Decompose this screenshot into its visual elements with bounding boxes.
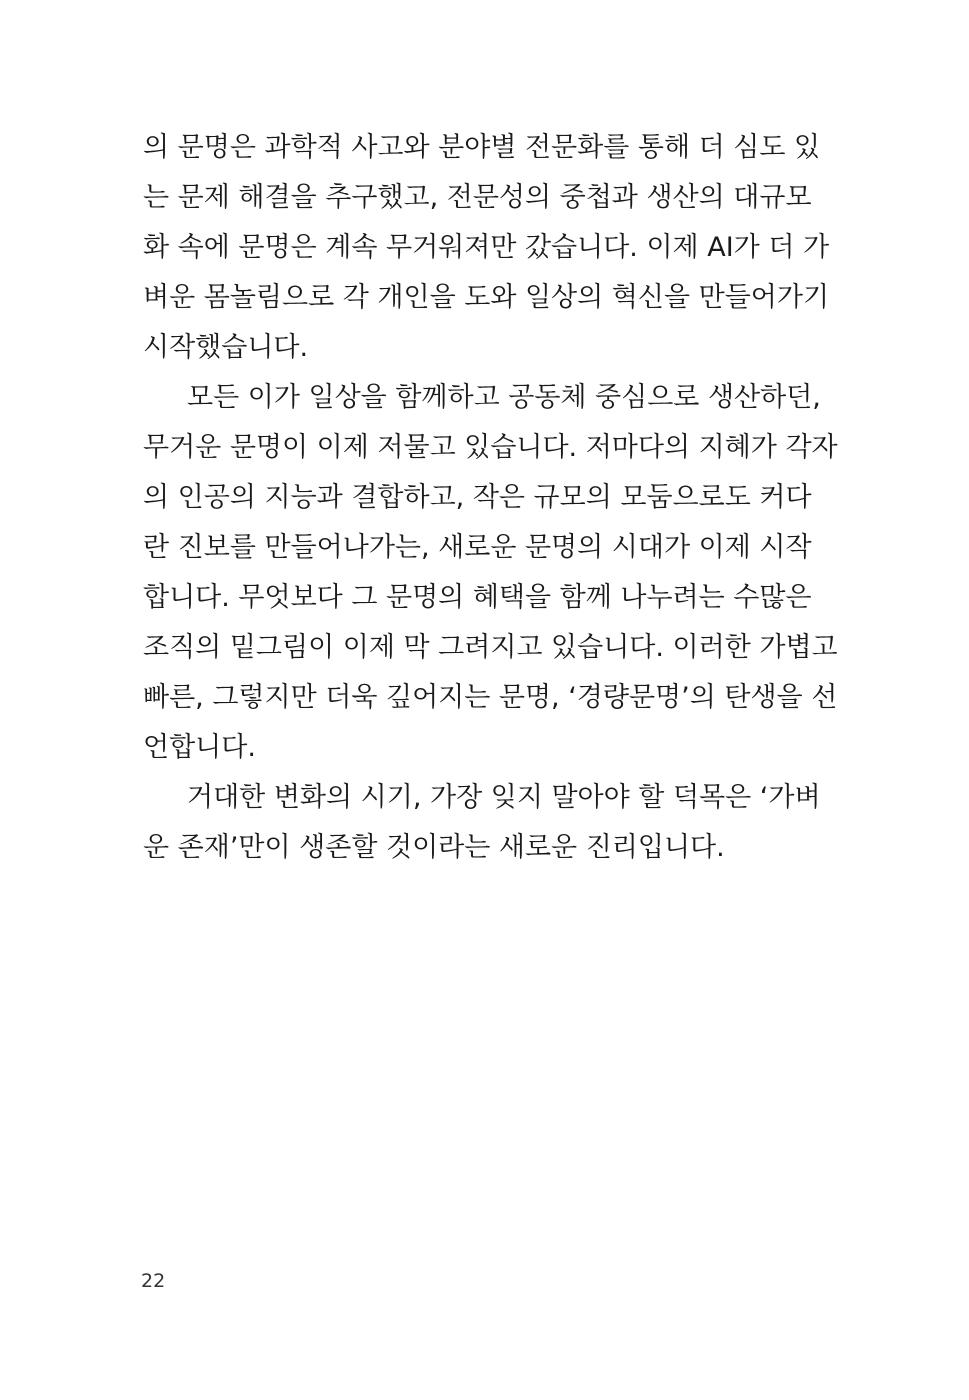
text-line: 빠른, 그렇지만 더욱 깊어지는 문명, ‘경량문명’의 탄생을 선: [143, 682, 838, 713]
text-line: 조직의 밑그림이 이제 막 그려지고 있습니다. 이러한 가볍고: [143, 632, 838, 663]
paragraph-1: [143, 123, 830, 373]
paragraph-3: [143, 773, 821, 873]
text-line: 란 진보를 만들어나가는, 새로운 문명의 시대가 이제 시작: [143, 532, 812, 563]
paragraph-2: [143, 373, 838, 773]
text-line: 모든 이가 일상을 함께하고 공동체 중심으로 생산하던,: [187, 382, 821, 413]
text-line: 언합니다.: [143, 732, 256, 763]
body-text: [143, 123, 838, 873]
text-line: 화 속에 문명은 계속 무거워져만 갔습니다. 이제 AI가 더 가: [143, 232, 830, 263]
page-number: 22: [141, 1270, 166, 1292]
text-line: 합니다. 무엇보다 그 문명의 혜택을 함께 나누려는 수많은: [143, 582, 812, 613]
text-line: 는 문제 해결을 추구했고, 전문성의 중첩과 생산의 대규모: [143, 182, 812, 213]
text-line: 무거운 문명이 이제 저물고 있습니다. 저마다의 지혜가 각자: [143, 432, 838, 463]
text-line: 시작했습니다.: [143, 332, 309, 363]
text-line: 거대한 변화의 시기, 가장 잊지 말아야 할 덕목은 ‘가벼: [187, 782, 821, 813]
text-line: 의 인공의 지능과 결합하고, 작은 규모의 모둠으로도 커다: [143, 482, 812, 513]
text-line: 벼운 몸놀림으로 각 개인을 도와 일상의 혁신을 만들어가기: [143, 282, 830, 313]
text-line: 운 존재’만이 생존할 것이라는 새로운 진리입니다.: [143, 832, 725, 863]
text-line: 의 문명은 과학적 사고와 분야별 전문화를 통해 더 심도 있: [143, 132, 821, 163]
